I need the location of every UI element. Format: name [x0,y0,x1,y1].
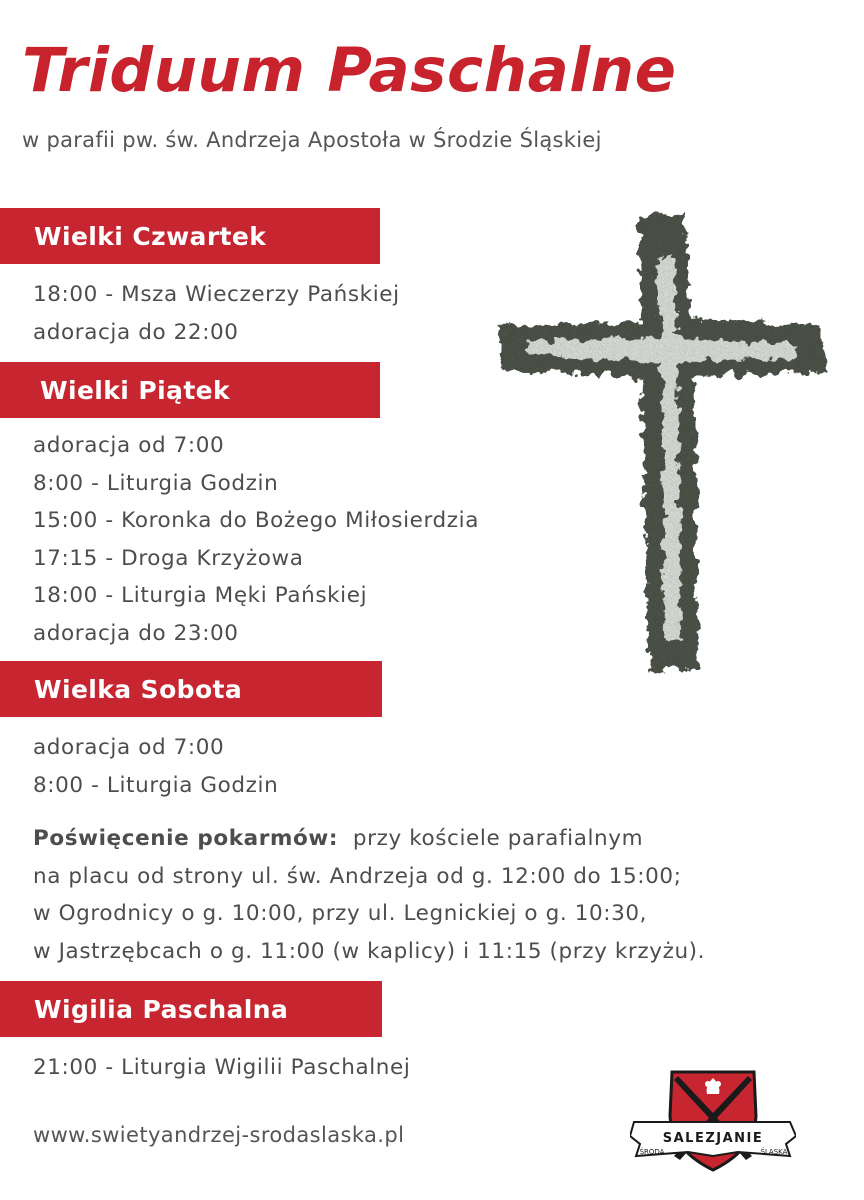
emblem-text: SALEZJANIE [662,1131,764,1146]
schedule-line: adoracja do 23:00 [33,620,239,646]
section-header-wielki-czwartek: Wielki Czwartek [0,208,380,264]
page-title: Triduum Paschalne [22,35,677,106]
salesian-emblem-icon [630,1058,796,1178]
food-blessing-paragraph [33,820,853,970]
website-url: www.swietyandrzej-srodaslaska.pl [33,1123,405,1147]
emblem-left-text: ŚRODA [639,1148,665,1156]
schedule-line: adoracja od 7:00 [33,735,225,760]
page-subtitle: w parafii pw. św. Andrzeja Apostoła w Środzie Śląskiej [22,128,602,152]
food-blessing-line: na placu od strony ul. św. Andrzeja od g. 12:00 do 15:00; [33,863,682,889]
food-blessing-text: przy kościele parafialnym [352,826,644,851]
schedule-line: adoracja do 22:00 [33,319,239,345]
schedule-line: 18:00 - Msza Wieczerzy Pańskiej [33,282,400,307]
schedule-line: 15:00 - Koronka do Bożego Miłosierdzia [33,508,480,533]
schedule-line: 18:00 - Liturgia Męki Pańskiej [33,583,368,608]
section-list-wielki-czwartek [33,276,400,351]
food-blessing-line-1 [33,820,853,858]
food-blessing-line: w Jastrzębcach o g. 11:00 (w kaplicy) i 11:15 (przy krzyżu). [33,938,706,964]
section-list-wielki-piatek [33,427,479,652]
schedule-line: 8:00 - Liturgia Godzin [33,772,279,798]
food-blessing-label: Poświęcenie pokarmów: [33,826,339,851]
schedule-line: 17:15 - Droga Krzyżowa [33,545,304,571]
section-header-wigilia-paschalna: Wigilia Paschalna [0,981,382,1037]
emblem-right-text: ŚLĄSKA [760,1148,788,1156]
section-header-wielka-sobota: Wielka Sobota [0,661,382,717]
schedule-line: 21:00 - Liturgia Wigilii Paschalnej [33,1055,411,1080]
food-blessing-line: w Ogrodnicy o g. 10:00, przy ul. Legnickiej o g. 10:30, [33,901,648,926]
schedule-line: adoracja od 7:00 [33,433,225,458]
schedule-line: 8:00 - Liturgia Godzin [33,470,279,496]
ash-cross-icon [490,198,850,698]
section-header-wielki-piatek: Wielki Piątek [0,362,380,418]
section-list-wigilia-paschalna [33,1049,410,1087]
section-list-wielka-sobota [33,729,278,804]
